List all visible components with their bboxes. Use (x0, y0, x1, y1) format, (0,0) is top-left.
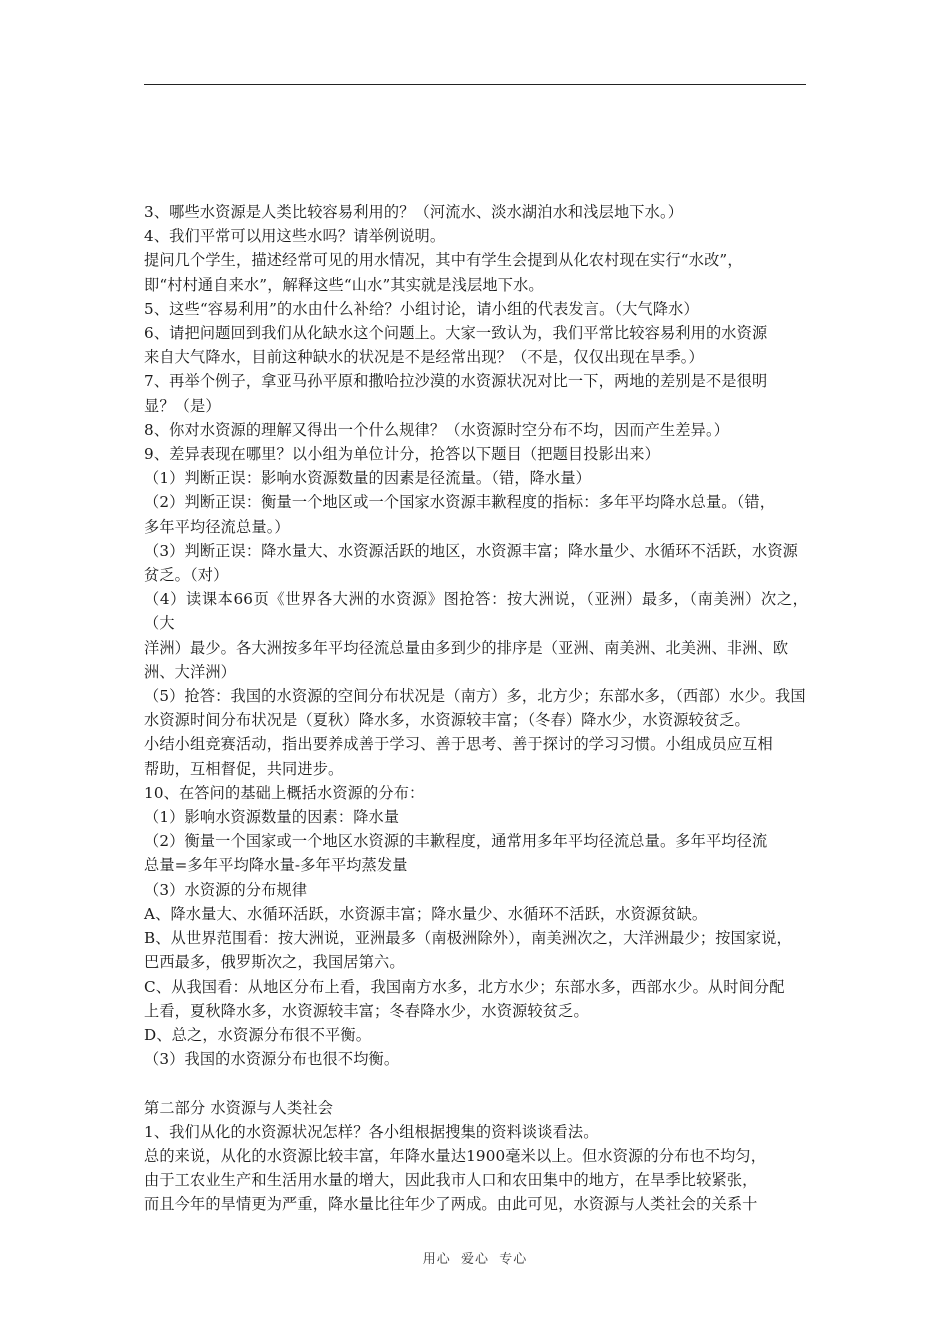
text-line: 9、差异表现在哪里？以小组为单位计分，抢答以下题目（把题目投影出来） (144, 445, 660, 464)
text-line: 巴西最多，俄罗斯次之，我国居第六。 (144, 953, 405, 972)
text-line: 水资源时间分布状况是（夏秋）降水多，水资源较丰富；（冬春）降水少，水资源较贫乏。 (144, 711, 750, 730)
text-line: （5）抢答：我国的水资源的空间分布状况是（南方）多，北方少；东部水多，（西部）水少。我国 (144, 687, 806, 706)
text-line: 总量=多年平均降水量-多年平均蒸发量 (144, 856, 408, 875)
text-line: 由于工农业生产和生活用水量的增大，因此我市人口和农田集中的地方，在旱季比较紧张， (144, 1171, 758, 1190)
text-line: 3、哪些水资源是人类比较容易利用的？（河流水、淡水湖泊水和浅层地下水。） (144, 203, 684, 221)
text-line: 多年平均径流总量。） (144, 517, 290, 536)
text-line: 8、你对水资源的理解又得出一个什么规律？（水资源时空分布不均，因而产生差异。） (144, 420, 730, 439)
text-line: 小结小组竞赛活动，指出要养成善于学习、善于思考、善于探讨的学习习惯。小组成员应互相 (144, 735, 773, 754)
text-line: （1）判断正误：影响水资源数量的因素是径流量。（错，降水量） (144, 469, 592, 488)
document-body (144, 200, 808, 1217)
page-footer: 用心 爱心 专心 (422, 1252, 528, 1267)
text-line: 贫乏。（对） (144, 566, 229, 585)
text-line: D、总之，水资源分布很不平衡。 (144, 1025, 372, 1044)
text-line: B、从世界范围看：按大洲说，亚洲最多（南极洲除外），南美洲次之，大洋洲最少；按国家说， (144, 929, 792, 948)
text-line: 4、我们平常可以用这些水吗？请举例说明。 (144, 227, 446, 246)
text-line: 5、这些“容易利用”的水由什么补给？小组讨论，请小组的代表发言。（大气降水） (144, 299, 699, 318)
text-line: 总的来说，从化的水资源比较丰富，年降水量达1900毫米以上。但水资源的分布也不均匀， (144, 1146, 767, 1165)
text-line: （3）我国的水资源分布也很不均衡。 (144, 1050, 400, 1069)
text-line: （3）水资源的分布规律 (144, 880, 308, 899)
text-line: 7、再举个例子，拿亚马孙平原和撒哈拉沙漠的水资源状况对比一下，两地的差别是不是很明 (144, 372, 768, 391)
text-line: （1）影响水资源数量的因素：降水量 (144, 808, 400, 827)
blank-line (144, 1071, 808, 1095)
header-rule (144, 84, 806, 85)
text-line: （3）判断正误：降水量大、水资源活跃的地区，水资源丰富；降水量少、水循环不活跃，水资源 (144, 541, 798, 560)
text-line: 帮助，互相督促，共同进步。 (144, 759, 344, 778)
text-line: 显？（是） (144, 396, 221, 415)
text-line: 而且今年的旱情更为严重，降水量比往年少了两成。由此可见，水资源与人类社会的关系十 (144, 1195, 758, 1214)
text-line: 提问几个学生，描述经常可见的用水情况，其中有学生会提到从化农村现在实行“水改”， (144, 251, 743, 270)
text-line: 来自大气降水，目前这种缺水的状况是不是经常出现？（不是，仅仅出现在旱季。） (144, 348, 704, 367)
text-line: （2）衡量一个国家或一个地区水资源的丰歉程度，通常用多年平均径流总量。多年平均径流 (144, 832, 768, 851)
text-line: 1、我们从化的水资源状况怎样？各小组根据搜集的资料谈谈看法。 (144, 1122, 599, 1141)
text-line: A、降水量大、水循环活跃，水资源丰富；降水量少、水循环不活跃，水资源贫缺。 (144, 904, 708, 923)
text-line: 上看，夏秋降水多，水资源较丰富；冬春降水少，水资源较贫乏。 (144, 1001, 589, 1020)
text-line: 洋洲）最少。各大洲按多年平均径流总量由多到少的排序是（亚洲、南美洲、北美洲、非洲、欧 (144, 638, 789, 657)
text-line: 6、请把问题回到我们从化缺水这个问题上。大家一致认为，我们平常比较容易利用的水资源 (144, 324, 768, 343)
text-line: （4）读课本66页《世界各大洲的水资源》图抢答：按大洲说，（亚洲）最多，（南美洲）次之，（大 (144, 590, 808, 633)
text-line: 洲、大洋洲） (144, 662, 237, 681)
text-line: C、从我国看：从地区分布上看，我国南方水多，北方水少；东部水多，西部水少。从时间分配 (144, 977, 785, 996)
text-line: （2）判断正误：衡量一个地区或一个国家水资源丰歉程度的指标：多年平均降水总量。（错， (144, 493, 776, 512)
text-line: 10、在答问的基础上概括水资源的分布： (144, 783, 425, 802)
text-line: 即“村村通自来水”，解释这些“山水”其实就是浅层地下水。 (144, 275, 544, 294)
text-line: 第二部分 水资源与人类社会 (144, 1098, 334, 1117)
